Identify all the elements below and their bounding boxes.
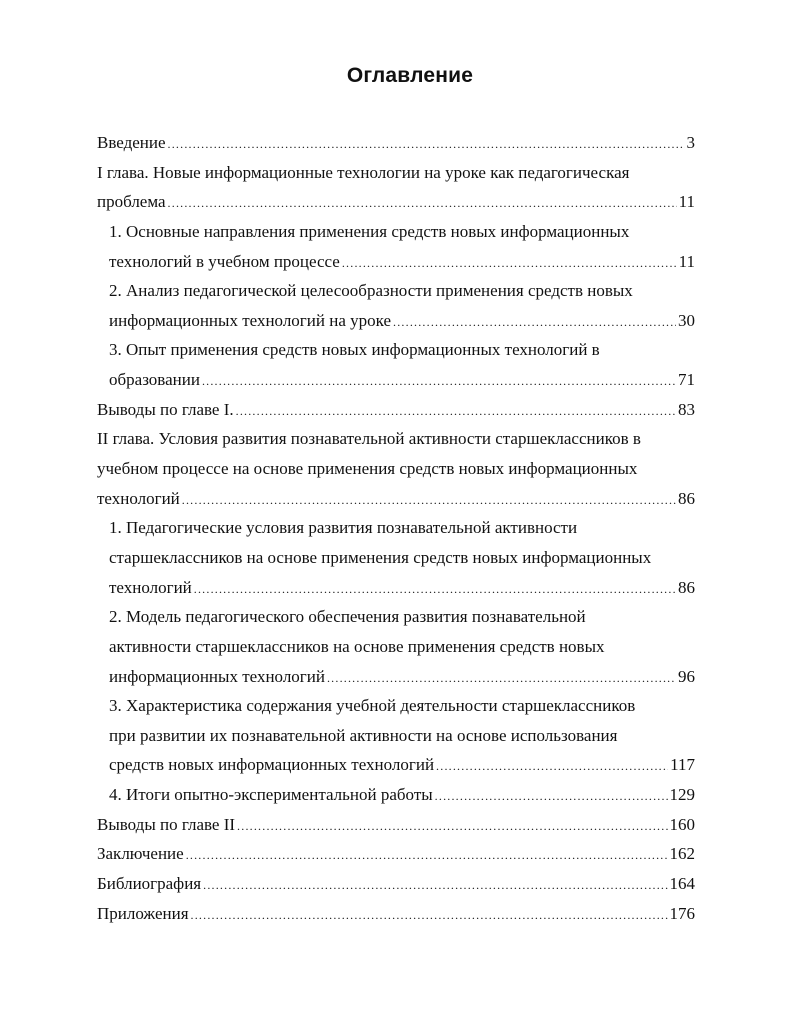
toc-entry-ch2-s2-line[interactable]: активности старшеклассников на основе применения средств новых [109, 636, 605, 656]
toc-entry-text: технологий [109, 577, 192, 597]
dot-leader [168, 189, 677, 217]
toc-entry-ch2-s1-line[interactable]: 1. Педагогические условия развития познавательной активности [109, 518, 578, 538]
toc-entry-text: информационных технологий [109, 666, 325, 686]
toc-entry-conclusions-2[interactable] [97, 810, 695, 840]
toc-entry-text: технологий в учебном процессе [109, 251, 340, 271]
dot-leader [393, 308, 676, 336]
toc-entry-ch2-s1[interactable] [97, 573, 695, 603]
dot-leader [168, 130, 685, 158]
dot-leader [435, 782, 668, 810]
toc-page-number: 176 [669, 903, 695, 923]
dot-leader [182, 486, 676, 514]
toc-entry-ch1-s1[interactable] [97, 247, 695, 277]
toc-entry-text: технологий [97, 488, 180, 508]
toc-page-number: 71 [678, 370, 695, 390]
toc-entry-text: образовании [109, 370, 200, 390]
toc-entry-conclusions-1[interactable] [97, 395, 695, 425]
toc-page-number: 11 [678, 251, 695, 271]
dot-leader [237, 812, 667, 840]
toc-entry-text: проблема [97, 192, 166, 212]
toc-page-number: 86 [678, 488, 695, 508]
toc-page-number: 30 [678, 310, 695, 330]
toc-entry-chapter2-line[interactable]: учебном процессе на основе применения средств новых информационных [97, 459, 638, 479]
dot-leader [186, 841, 668, 869]
table-of-contents [97, 128, 695, 928]
toc-entry-ch1-s1-line[interactable]: 1. Основные направления применения средств новых информационных [109, 221, 630, 241]
toc-entry-text: 4. Итоги опытно-экспериментальной работы [109, 785, 433, 805]
toc-entry-ch2-s2[interactable] [97, 662, 695, 692]
dot-leader [327, 664, 676, 692]
toc-entry-ch2-s4[interactable] [97, 780, 695, 810]
toc-entry-chapter1[interactable] [97, 187, 695, 217]
toc-entry-text: Приложения [97, 903, 189, 923]
toc-entry-intro[interactable] [97, 128, 695, 158]
toc-entry-chapter2-line[interactable]: II глава. Условия развития познавательной активности старшеклассников в [97, 429, 641, 449]
toc-entry-ch1-s2[interactable] [97, 306, 695, 336]
toc-entry-ch2-s3-line[interactable]: 3. Характеристика содержания учебной деятельности старшеклассников [109, 696, 636, 716]
toc-page-number: 83 [678, 399, 695, 419]
toc-page-number: 160 [669, 814, 695, 834]
toc-entry-text: Введение [97, 133, 166, 152]
toc-entry-text: информационных технологий на уроке [109, 310, 392, 330]
page-title: Оглавление [346, 64, 474, 87]
toc-page-number: 164 [669, 874, 695, 894]
dot-leader [203, 871, 667, 899]
toc-page-number: 117 [670, 755, 695, 775]
toc-entry-ch2-s3[interactable] [97, 750, 695, 780]
dot-leader [236, 397, 676, 425]
toc-entry-ch2-s1-line[interactable]: старшеклассников на основе применения средств новых информационных [109, 547, 652, 567]
dot-leader [342, 249, 677, 277]
toc-entry-chapter2[interactable] [97, 484, 695, 514]
toc-page-number: 96 [678, 666, 695, 686]
dot-leader [191, 901, 668, 929]
toc-entry-ch2-s2-line[interactable]: 2. Модель педагогического обеспечения развития познавательной [109, 607, 586, 627]
toc-entry-ch2-s3-line[interactable]: при развитии их познавательной активности на основе использования [109, 725, 618, 745]
toc-entry-text: средств новых информационных технологий [109, 755, 435, 775]
toc-entry-chapter1-line[interactable]: I глава. Новые информационные технологии на уроке как педагогическая [97, 162, 630, 182]
dot-leader [194, 575, 676, 603]
toc-entry-ch1-s3[interactable] [97, 365, 695, 395]
toc-entry-text: Библиография [97, 874, 202, 894]
dot-leader [436, 752, 668, 780]
toc-entry-text: Выводы по главе II [97, 814, 236, 834]
toc-page-number: 86 [678, 577, 695, 597]
toc-entry-appendix[interactable] [97, 899, 695, 929]
toc-entry-ch1-s3-line[interactable]: 3. Опыт применения средств новых информационных технологий в [109, 340, 600, 360]
toc-page-number: 11 [678, 192, 695, 212]
toc-page-number: 162 [669, 844, 695, 864]
toc-entry-text: Выводы по главе I. [97, 399, 234, 419]
dot-leader [202, 367, 676, 395]
toc-entry-bibliography[interactable] [97, 869, 695, 899]
toc-page-number: 3 [686, 133, 695, 152]
toc-entry-ch1-s2-line[interactable]: 2. Анализ педагогической целесообразности применения средств новых [109, 281, 633, 301]
toc-page-number: 129 [669, 785, 695, 805]
toc-entry-text: Заключение [97, 844, 184, 864]
toc-entry-conclusion[interactable] [97, 839, 695, 869]
